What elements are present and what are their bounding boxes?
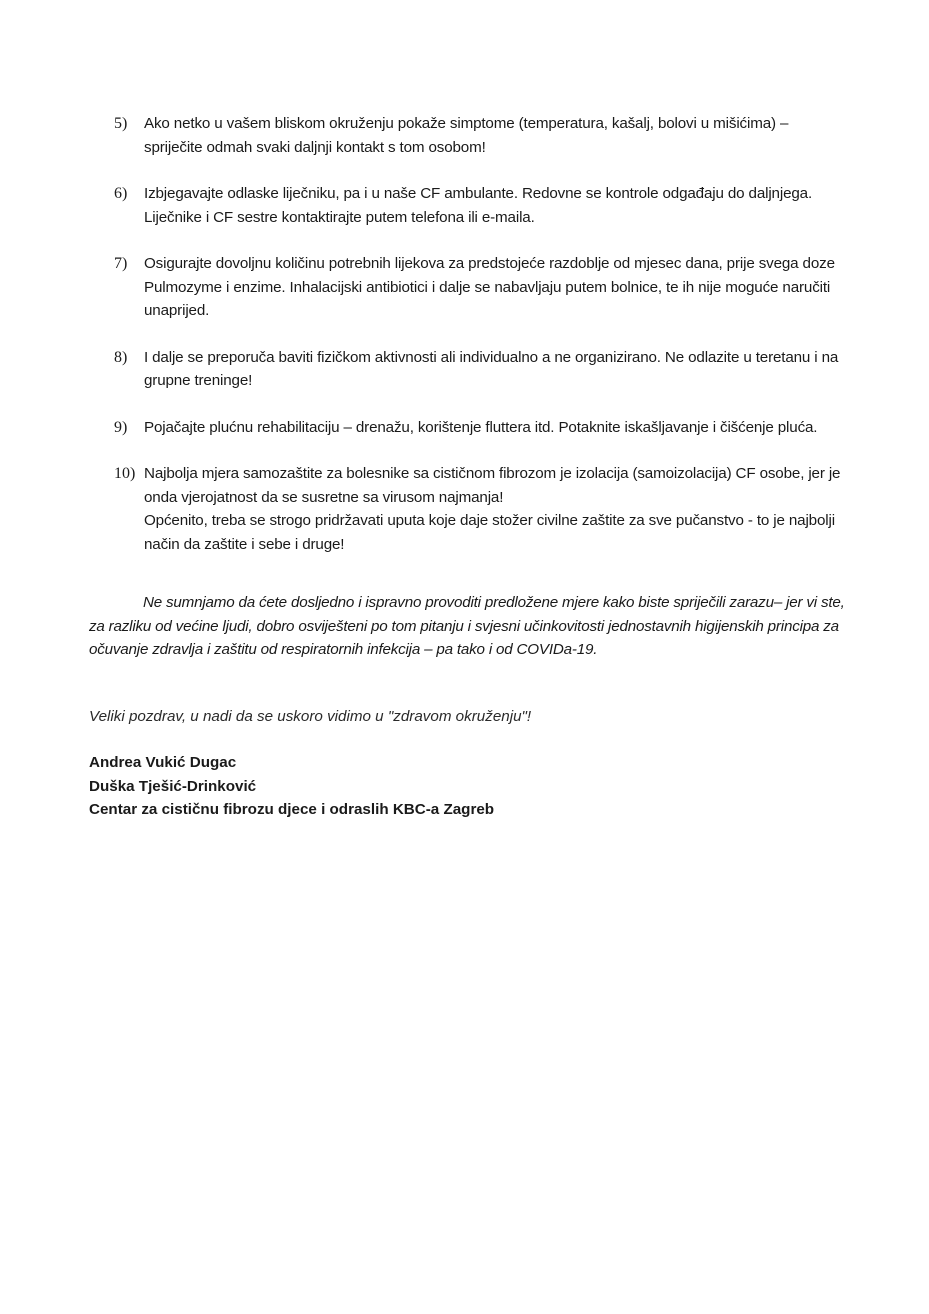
list-item-text bbox=[144, 112, 844, 159]
list-item bbox=[114, 416, 844, 440]
paragraph: Općenito, treba se strogo pridržavati uputa koje daje stožer civilne zaštite za sve pučanstvo - to je najbolji način da zaštite i sebe i druge! bbox=[144, 512, 835, 553]
numbered-list bbox=[114, 112, 844, 579]
author-name: Andrea Vukić Dugac bbox=[89, 754, 237, 771]
list-item-text bbox=[144, 416, 844, 440]
paragraph: Izbjegavajte odlaske liječniku, pa i u naše CF ambulante. Redovne se kontrole odgađaju do daljnjega. Liječnike i CF sestre kontaktirajte putem telefona ili e-maila. bbox=[144, 185, 813, 226]
list-number: 5) bbox=[114, 115, 128, 132]
list-item-text bbox=[144, 462, 844, 556]
list-item-text bbox=[144, 346, 844, 393]
list-item bbox=[114, 112, 844, 159]
list-item bbox=[114, 252, 844, 323]
list-item bbox=[114, 462, 844, 556]
list-number: 7) bbox=[114, 255, 128, 272]
paragraph: Pojačajte plućnu rehabilitaciju – drenažu, korištenje fluttera itd. Potaknite iskašljavanje i čišćenje pluća. bbox=[144, 418, 818, 436]
signature-block bbox=[89, 751, 849, 822]
greeting: Veliki pozdrav, u nadi da se uskoro vidimo u "zdravom okruženju"! bbox=[89, 708, 532, 725]
author-name: Duška Tješić-Drinković bbox=[89, 777, 257, 795]
list-number: 8) bbox=[114, 348, 128, 366]
list-number: 6) bbox=[114, 185, 128, 202]
list-item-text bbox=[144, 252, 844, 323]
paragraph: Ako netko u vašem bliskom okruženju pokaže simptome (temperatura, kašalj, bolovi u mišićima) –spriječite odmah svaki daljnji kontakt s tom osobom! bbox=[144, 115, 789, 156]
list-number: 10) bbox=[114, 465, 136, 482]
closing-text: Ne sumnjamo da ćete dosljedno i ispravno provoditi predložene mjere kako biste spriječili zarazu– jer vi ste, za razliku od većine ljudi, dobro osviješteni po tom pitanju i svjesni učinkovitosti jednostavnih higijenskih principa za očuvanje zdravlja i zaštitu od respiratornih infekcija – pa tako i od COVIDa-19. bbox=[89, 594, 845, 658]
paragraph: I dalje se preporuča baviti fizičkom aktivnosti ali individualno a ne organizirano. Ne odlazite u teretanu i na grupne treninge! bbox=[144, 348, 839, 389]
paragraph: Najbolja mjera samozaštite za bolesnike sa cističnom fibrozom je izolacija (samoizolacija) CF osobe, jer je onda vjerojatnost da se susretne sa virusom najmanja! bbox=[144, 465, 841, 506]
closing-paragraph bbox=[89, 591, 849, 662]
list-item bbox=[114, 346, 844, 393]
list-number: 9) bbox=[114, 418, 128, 436]
list-item-text bbox=[144, 182, 844, 229]
paragraph: Osigurajte dovoljnu količinu potrebnih lijekova za predstojeće razdoblje od mjesec dana, prije svega doze Pulmozyme i enzime. Inhalacijski antibiotici i dalje se nabavljaju putem bolnice, te ih nije moguće naručiti unaprijed. bbox=[144, 255, 835, 319]
institution-name: Centar za cističnu fibrozu djece i odraslih KBC-a Zagreb bbox=[89, 801, 495, 818]
list-item bbox=[114, 182, 844, 229]
